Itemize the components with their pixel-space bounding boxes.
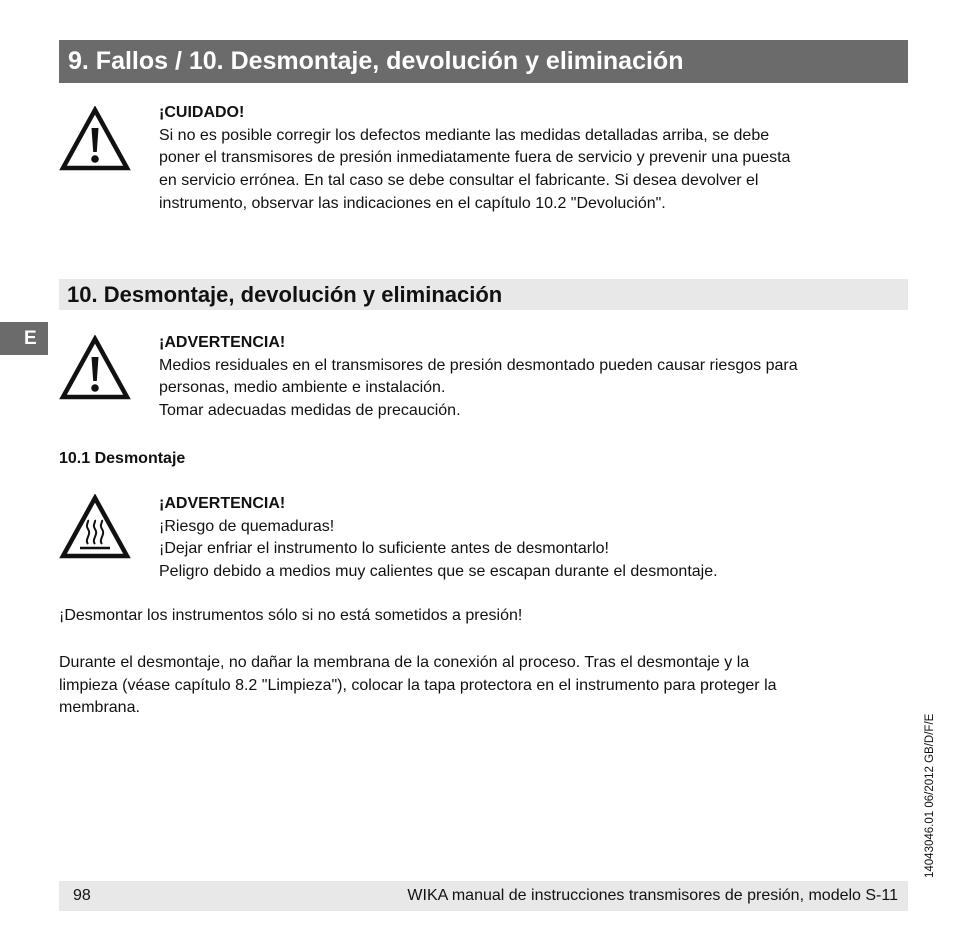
warning-line: personas, medio ambiente e instalación. xyxy=(159,379,446,397)
section-9-header xyxy=(59,40,908,83)
warning-line: ¡Riesgo de quemaduras! xyxy=(159,517,335,535)
subsection-10-1-title: 10.1 Desmontaje xyxy=(59,450,186,467)
warning-label: ¡ADVERTENCIA! xyxy=(159,495,286,512)
document-code: 14043046.01 06/2012 GB/D/F/E xyxy=(924,713,936,878)
caution-line: poner el transmisores de presión inmediatamente fuera de servicio y prevenir una puesta xyxy=(159,149,791,167)
caution-label: ¡CUIDADO! xyxy=(159,104,245,121)
section-10-title: 10. Desmontaje, devolución y eliminación xyxy=(67,282,503,307)
footer-title: WIKA manual de instrucciones transmisores de presión, modelo S-11 xyxy=(407,887,898,904)
page-number: 98 xyxy=(73,887,91,904)
caution-line: Si no es posible corregir los defectos mediante las medidas detalladas arriba, se debe xyxy=(159,126,770,144)
warning-triangle-icon xyxy=(59,335,131,401)
page-footer xyxy=(59,881,908,911)
section-10-header xyxy=(59,279,908,310)
language-tab xyxy=(0,322,48,355)
membrane-line: membrana. xyxy=(59,699,140,717)
warning-residual-block xyxy=(159,332,904,423)
pressure-note-paragraph xyxy=(59,605,904,628)
caution-line: instrumento, observar las indicaciones en el capítulo 10.2 "Devolución". xyxy=(159,194,666,212)
warning-line: Peligro debido a medios muy calientes que se escapan durante el desmontaje. xyxy=(159,563,718,581)
language-tab-label: E xyxy=(24,328,37,349)
warning-label: ¡ADVERTENCIA! xyxy=(159,334,286,351)
warning-triangle-icon xyxy=(59,106,131,172)
membrane-line: limpieza (véase capítulo 8.2 "Limpieza"), colocar la tapa protectora en el instrumento para proteger la xyxy=(59,676,777,694)
warning-line: Tomar adecuadas medidas de precaución. xyxy=(159,402,461,420)
membrane-line: Durante el desmontaje, no dañar la membrana de la conexión al proceso. Tras el desmontaje y la xyxy=(59,654,750,671)
caution-line: en servicio errónea. En tal caso se debe consultar el fabricante. Si desea devolver el xyxy=(159,172,759,190)
hot-surface-warning-icon xyxy=(59,494,131,560)
caution-block xyxy=(159,102,904,216)
pressure-note: ¡Desmontar los instrumentos sólo si no está sometidos a presión! xyxy=(59,607,523,624)
warning-line: ¡Dejar enfriar el instrumento lo suficiente antes de desmontarlo! xyxy=(159,540,609,558)
warning-hot-block xyxy=(159,493,904,584)
warning-line: Medios residuales en el transmisores de presión desmontado pueden causar riesgos para xyxy=(159,356,798,374)
membrane-paragraph xyxy=(59,652,904,720)
section-9-title: 9. Fallos / 10. Desmontaje, devolución y eliminación xyxy=(68,47,684,75)
